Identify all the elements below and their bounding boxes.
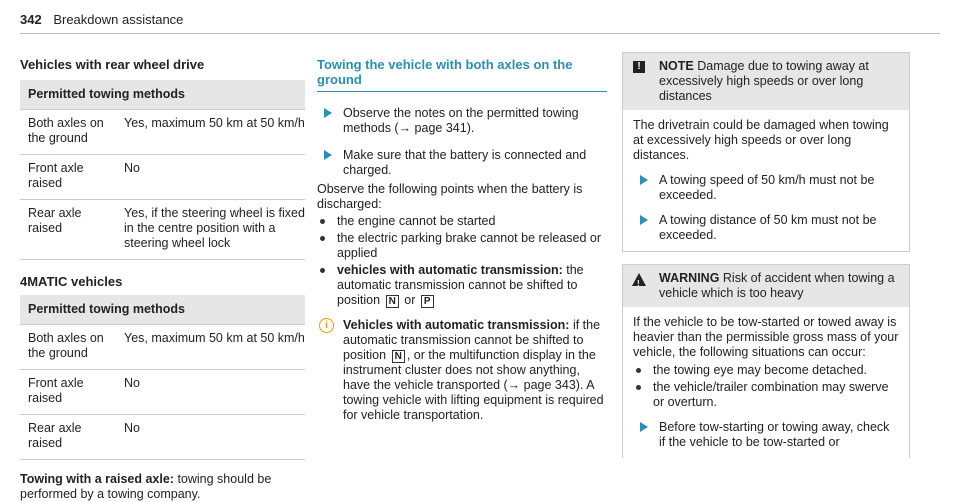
warning-text: If the vehicle to be tow-started or towed away is heavier than the permissible gross mass of your vehicle, the following situations can occur: <box>633 315 899 359</box>
table-cell: No <box>116 370 305 415</box>
warning-body <box>623 307 909 458</box>
list-item <box>633 380 899 410</box>
table-cell: No <box>116 415 305 460</box>
bullet-icon <box>320 236 325 241</box>
warning-title: Risk of accident when towing a vehicle which is too heavy <box>659 271 895 300</box>
info-note <box>317 318 607 423</box>
matic-heading: 4MATIC vehicles <box>20 274 123 289</box>
notice-label: NOTE <box>659 59 694 73</box>
list-item <box>317 263 607 308</box>
matic-table-header: Permitted towing methods <box>20 295 305 325</box>
raised-axle-label: Towing with a raised axle: <box>20 472 174 486</box>
table-row <box>20 110 305 155</box>
table-row <box>20 370 305 415</box>
bullet-icon <box>320 219 325 224</box>
step-text: Before tow-starting or towing away, check if the vehicle to be tow-started or <box>659 420 890 449</box>
list-item <box>633 363 899 378</box>
warning-triangle-icon: ! <box>632 273 646 286</box>
matic-table <box>20 295 305 460</box>
section-title-towing: Towing the vehicle with both axles on the ground <box>317 57 573 87</box>
step-arrow-icon <box>640 215 648 225</box>
table-cell: Rear axle raised <box>20 200 116 260</box>
step-text: Observe the notes on the permitted towing methods (→ page 341). <box>343 106 579 135</box>
notice-text: The drivetrain could be damaged when towing at excessively high speeds or over long distances. <box>633 118 889 162</box>
table-cell: Rear axle raised <box>20 415 116 460</box>
left-column <box>20 57 305 502</box>
step-item <box>633 420 899 450</box>
table-cell: Both axles on the ground <box>20 110 116 155</box>
step-arrow-icon <box>640 175 648 185</box>
table-cell: Yes, maximum 50 km at 50 km/h <box>116 110 305 155</box>
table-cell: Front axle raised <box>20 370 116 415</box>
notice-body <box>623 110 909 251</box>
list-item-label: vehicles with automatic transmission: <box>337 263 563 277</box>
info-icon: i <box>319 318 334 333</box>
middle-column <box>317 57 607 423</box>
list-item <box>317 231 607 261</box>
table-row <box>20 415 305 460</box>
page-header <box>20 12 183 27</box>
list-item-text: the engine cannot be started <box>337 214 496 228</box>
notice-box <box>622 52 910 252</box>
rwd-heading: Vehicles with rear wheel drive <box>20 57 205 72</box>
list-item-text: the towing eye may become detached. <box>653 363 868 377</box>
table-cell: Front axle raised <box>20 155 116 200</box>
title-underline <box>317 91 607 92</box>
step-item <box>317 148 607 178</box>
exclamation-icon: ! <box>633 61 645 73</box>
page-number: 342 <box>20 12 42 27</box>
header-divider <box>20 33 940 34</box>
list-item <box>317 214 607 229</box>
gear-n-key-icon: N <box>386 295 399 308</box>
table-row <box>20 155 305 200</box>
step-arrow-icon <box>324 150 332 160</box>
info-text: if the automatic transmission cannot be shifted to position <box>343 318 601 362</box>
warning-box <box>622 264 910 458</box>
rwd-table <box>20 80 305 260</box>
intro-text: Observe the following points when the battery is discharged: <box>317 182 583 211</box>
table-row <box>20 325 305 370</box>
notice-title: Damage due to towing away at excessively high speeds or over long distances <box>659 59 869 103</box>
step-arrow-icon <box>640 422 648 432</box>
table-cell: Both axles on the ground <box>20 325 116 370</box>
step-text: Make sure that the battery is connected and charged. <box>343 148 587 177</box>
table-cell: Yes, if the steering wheel is fixed in the centre position with a steering wheel lock <box>116 200 305 260</box>
step-item <box>317 106 607 136</box>
step-arrow-icon <box>324 108 332 118</box>
raised-axle-text: towing should be performed by a towing company. <box>20 472 272 501</box>
table-cell: No <box>116 155 305 200</box>
bullet-icon <box>636 385 641 390</box>
table-cell: Yes, maximum 50 km at 50 km/h <box>116 325 305 370</box>
gear-p-key-icon: P <box>421 295 434 308</box>
list-item-text: the automatic transmission cannot be shifted to position <box>337 263 584 307</box>
or-text: or <box>404 293 416 307</box>
step-text: A towing speed of 50 km/h must not be exceeded. <box>659 173 875 202</box>
bullet-icon <box>320 268 325 273</box>
notice-header <box>623 53 909 110</box>
info-label: Vehicles with automatic transmission: <box>343 318 570 332</box>
bullet-icon <box>636 368 641 373</box>
rwd-table-header: Permitted towing methods <box>20 80 305 110</box>
info-text: , or the multifunction display in the instrument cluster does not show anything, have the vehicle transported (→ page 343). A towing vehicle with lifting equipment is required for vehicle transportation. <box>343 348 604 422</box>
step-text: A towing distance of 50 km must not be exceeded. <box>659 213 877 242</box>
section-title: Breakdown assistance <box>53 12 184 27</box>
step-item <box>633 173 899 203</box>
list-item-text: the vehicle/trailer combination may swerve or overturn. <box>653 380 889 409</box>
gear-n-key-icon: N <box>392 350 405 363</box>
warning-header <box>623 265 909 307</box>
warning-label: WARNING <box>659 271 720 285</box>
step-item <box>633 213 899 243</box>
raised-axle-paragraph <box>20 472 305 502</box>
right-column <box>622 52 910 458</box>
list-item-text: the electric parking brake cannot be released or applied <box>337 231 602 260</box>
table-row <box>20 200 305 260</box>
